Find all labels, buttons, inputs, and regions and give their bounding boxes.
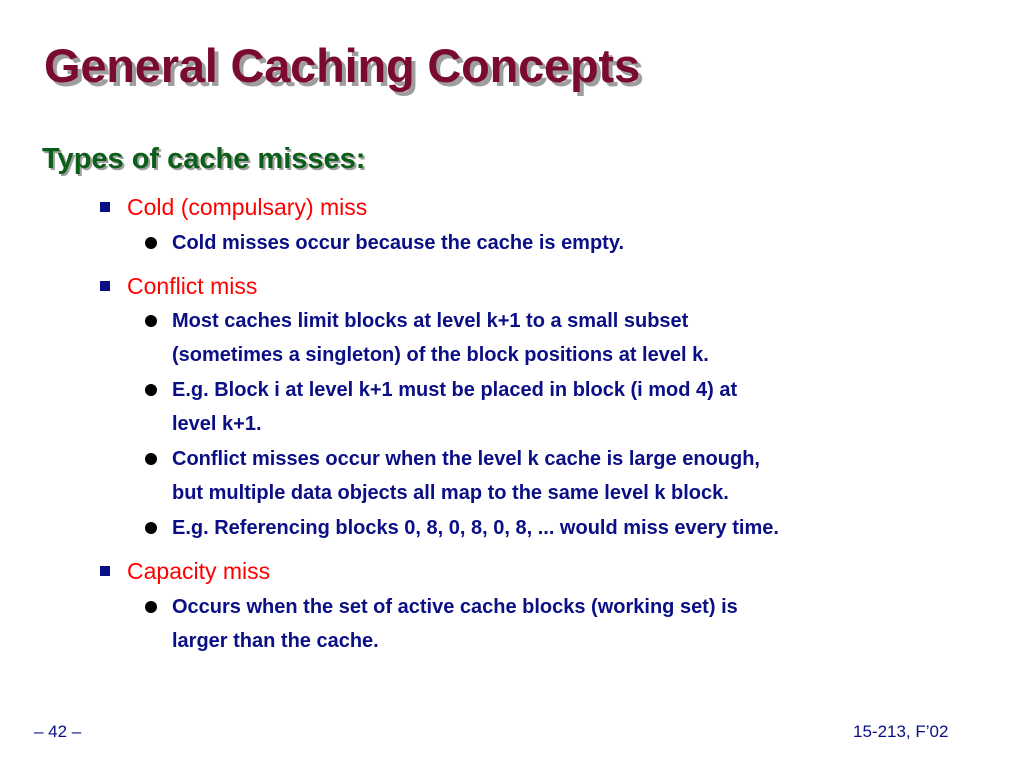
bullet-text-line: Most caches limit blocks at level k+1 to a small subset (172, 310, 689, 332)
section-heading: Types of cache misses: (42, 143, 366, 175)
bullet-text-line: larger than the cache. (172, 630, 379, 652)
round-bullet-icon (145, 237, 157, 249)
square-bullet-icon (100, 281, 110, 291)
page-number: – 42 – (34, 722, 82, 741)
bullet-text-line: (sometimes a singleton) of the block positions at level k. (172, 344, 709, 366)
bullet-label: Cold (compulsary) miss (127, 194, 368, 220)
round-bullet-icon (145, 315, 157, 327)
course-label: 15-213, F’02 (853, 722, 949, 741)
round-bullet-icon (145, 601, 157, 613)
slide-title: General Caching Concepts (44, 39, 640, 92)
sub-bullet (145, 304, 945, 372)
square-bullet-icon (100, 566, 110, 576)
round-bullet-icon (145, 384, 157, 396)
sub-bullet (145, 373, 945, 441)
bullet-text-line: Cold misses occur because the cache is empty. (172, 232, 625, 254)
sub-bullet (145, 590, 945, 658)
bullet-text-line: level k+1. (172, 413, 262, 435)
bullet-text-line: Conflict misses occur when the level k cache is large enough, (172, 448, 760, 470)
sub-bullet (145, 511, 945, 545)
bullet-label: Capacity miss (127, 558, 271, 584)
round-bullet-icon (145, 453, 157, 465)
bullet-text-line: E.g. Referencing blocks 0, 8, 0, 8, 0, 8, ... would miss every time. (172, 517, 779, 539)
square-bullet-icon (100, 202, 110, 212)
bullet-label: Conflict miss (127, 273, 258, 299)
bullet-text-line: but multiple data objects all map to the same level k block. (172, 482, 729, 504)
bullet-text-line: Occurs when the set of active cache blocks (working set) is (172, 596, 738, 618)
sub-bullet (145, 226, 945, 260)
sub-bullet (145, 442, 945, 510)
round-bullet-icon (145, 522, 157, 534)
bullet-text-line: E.g. Block i at level k+1 must be placed in block (i mod 4) at (172, 379, 738, 401)
